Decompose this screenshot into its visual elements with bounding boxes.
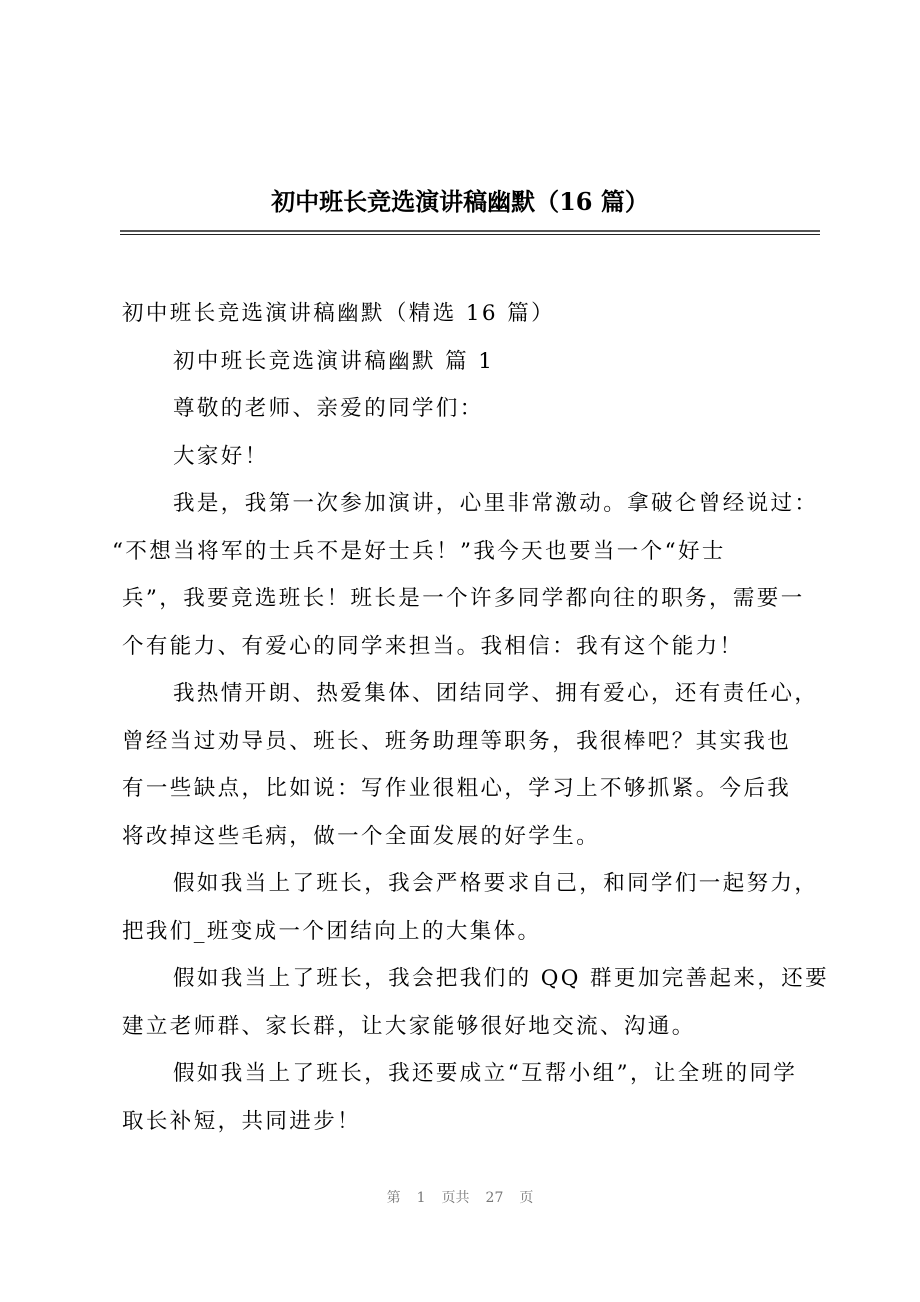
section-heading: 初中班长竞选演讲稿幽默 篇 1	[173, 348, 495, 374]
paragraph-line: 我是，我第一次参加演讲，心里非常激动。拿破仑曾经说过：	[173, 491, 819, 516]
footer-page-prefix: 第	[386, 1190, 401, 1206]
paragraph-line: 我热情开朗、热爱集体、团结同学、拥有爱心，还有责任心，	[173, 681, 819, 706]
paragraph-line: 假如我当上了班长，我会把我们的 QQ 群更加完善起来，还要	[173, 966, 830, 991]
footer-current-page: 1	[416, 1190, 426, 1206]
paragraph-line: 有一些缺点，比如说：写作业很粗心，学习上不够抓紧。今后我	[122, 776, 792, 801]
footer-page-mid: 页共	[441, 1190, 470, 1206]
paragraph-line: 假如我当上了班长，我还要成立“互帮小组”，让全班的同学	[173, 1061, 798, 1086]
salutation: 尊敬的老师、亲爱的同学们：	[173, 396, 484, 421]
document-body	[112, 290, 830, 1145]
paragraph-line: 把我们_班变成一个团结向上的大集体。	[122, 918, 542, 944]
paragraph-line: “不想当将军的士兵不是好士兵！”我今天也要当一个“好士	[112, 538, 726, 564]
paragraph-line: 取长补短，共同进步！	[122, 1108, 362, 1134]
paragraph-line: 假如我当上了班长，我会严格要求自己，和同学们一起努力，	[173, 871, 819, 896]
subtitle-line: 初中班长竞选演讲稿幽默（精选 16 篇）	[122, 301, 556, 326]
footer-page-suffix: 页	[519, 1190, 534, 1206]
greeting: 大家好！	[173, 443, 269, 469]
page-footer	[0, 1188, 920, 1208]
paragraph-line: 建立老师群、家长群，让大家能够很好地交流、沟通。	[122, 1013, 696, 1039]
title-double-rule	[120, 230, 820, 235]
paragraph-line: 兵”，我要竞选班长！班长是一个许多同学都向往的职务，需要一	[122, 586, 805, 611]
paragraph-line: 将改掉这些毛病，做一个全面发展的好学生。	[122, 823, 601, 849]
footer-total-pages: 27	[485, 1190, 504, 1206]
paragraph-line: 个有能力、有爱心的同学来担当。我相信：我有这个能力！	[122, 633, 744, 659]
document-title: 初中班长竞选演讲稿幽默（16 篇）	[271, 187, 649, 216]
paragraph-line: 曾经当过劝导员、班长、班务助理等职务，我很棒吧？其实我也	[122, 728, 792, 754]
